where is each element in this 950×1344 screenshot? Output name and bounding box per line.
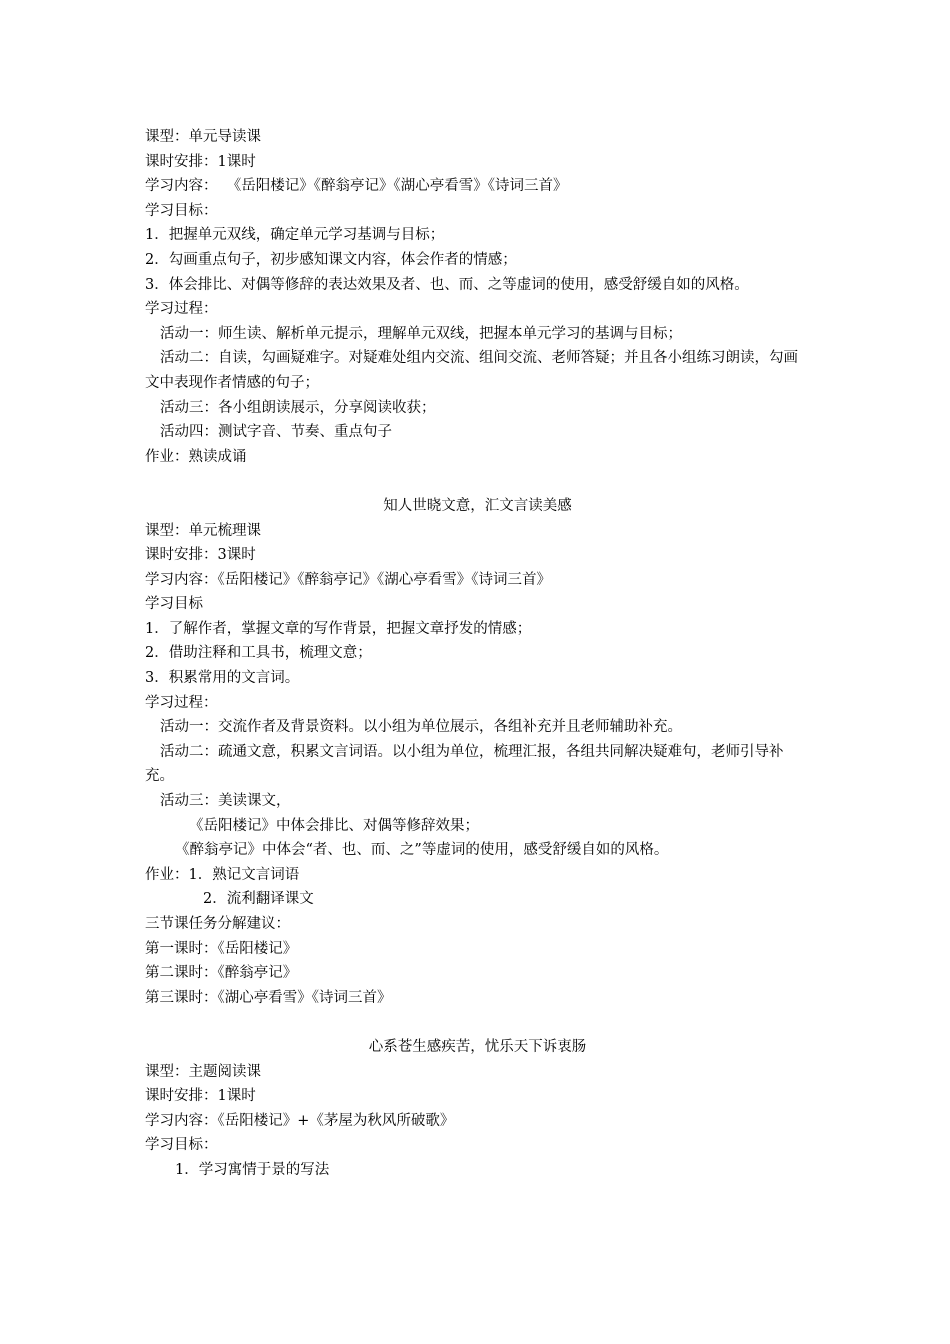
lesson-content: 学习内容： 《岳阳楼记》《醉翁亭记》《湖心亭看雪》《诗词三首》 xyxy=(145,178,568,195)
activity-item: 活动一：交流作者及背景资料。以小组为单位展示，各组补充并且老师辅助补充。 xyxy=(160,719,682,736)
activity-item: 活动二：自读，勾画疑难字。对疑难处组内交流、组间交流、老师答疑；并且各小组练习朗读，勾画文中表现作者情感的句子； xyxy=(145,350,798,391)
section-gap xyxy=(145,469,810,494)
goal-item: 2．借助注释和工具书，梳理文意； xyxy=(145,645,372,662)
section-title: 知人世晓文意，汇文言读美感 xyxy=(383,497,572,514)
goals-label: 学习目标： xyxy=(145,202,218,219)
lesson-plan-item: 第三课时：《湖心亭看雪》《诗词三首》 xyxy=(145,989,392,1006)
goal-item: 1．了解作者，掌握文章的写作背景，把握文章抒发的情感； xyxy=(145,620,532,637)
lesson-hours: 课时安排：1课时 xyxy=(145,1088,256,1105)
process-label: 学习过程： xyxy=(145,694,218,711)
activity-item: 活动一：师生读、解析单元提示，理解单元双线，把握本单元学习的基调与目标； xyxy=(160,325,682,342)
section-title: 心系苍生感疾苦，忧乐天下诉衷肠 xyxy=(368,1038,587,1055)
lesson-hours: 课时安排：3课时 xyxy=(145,547,256,564)
activity-item: 活动二：疏通文意，积累文言词语。以小组为单位，梳理汇报，各组共同解决疑难句，老师引导补充。 xyxy=(145,743,784,785)
split-label: 三节课任务分解建议： xyxy=(145,916,290,932)
lesson-type: 课型：主题阅读课 xyxy=(145,1063,261,1080)
activity-item: 活动四：测试字音、节奏、重点句子 xyxy=(160,424,392,441)
document-page xyxy=(145,125,810,1183)
lesson-content: 学习内容：《岳阳楼记》《醉翁亭记》《湖心亭看雪》《诗词三首》 xyxy=(145,571,551,588)
lesson-type: 课型：单元导读课 xyxy=(145,129,261,145)
homework-item: 2．流利翻译课文 xyxy=(203,891,314,908)
goals-label: 学习目标 xyxy=(145,596,203,613)
lesson-plan-item: 第二课时：《醉翁亭记》 xyxy=(145,965,298,982)
sub-activity-item: 《岳阳楼记》中体会排比、对偶等修辞效果； xyxy=(189,817,479,834)
goal-item: 3．积累常用的文言词。 xyxy=(145,670,300,687)
goal-item: 2．勾画重点句子，初步感知课文内容，体会作者的情感； xyxy=(145,251,517,268)
lesson-content: 学习内容：《岳阳楼记》+《茅屋为秋风所破歌》 xyxy=(145,1112,455,1129)
lesson-type: 课型：单元梳理课 xyxy=(145,522,261,539)
goals-label: 学习目标： xyxy=(145,1137,218,1154)
process-label: 学习过程： xyxy=(145,301,218,318)
goal-item: 1．学习寓情于景的写法 xyxy=(175,1161,330,1178)
goal-item: 3．体会排比、对偶等修辞的表达效果及者、也、而、之等虚词的使用，感受舒缓自如的风格。 xyxy=(145,276,749,293)
section-gap xyxy=(145,1010,810,1035)
lesson-hours: 课时安排：1课时 xyxy=(145,153,256,170)
lesson-plan-item: 第一课时：《岳阳楼记》 xyxy=(145,940,298,957)
sub-activity-item: 《醉翁亭记》中体会“者、也、而、之”等虚词的使用，感受舒缓自如的风格。 xyxy=(175,842,669,859)
activity-item: 活动三：美读课文， xyxy=(160,793,291,810)
goal-item: 1．把握单元双线，确定单元学习基调与目标； xyxy=(145,227,445,244)
activity-item: 活动三：各小组朗读展示，分享阅读收获； xyxy=(160,399,436,416)
homework: 作业：熟读成诵 xyxy=(145,448,247,465)
homework: 作业：1．熟记文言词语 xyxy=(145,866,300,883)
